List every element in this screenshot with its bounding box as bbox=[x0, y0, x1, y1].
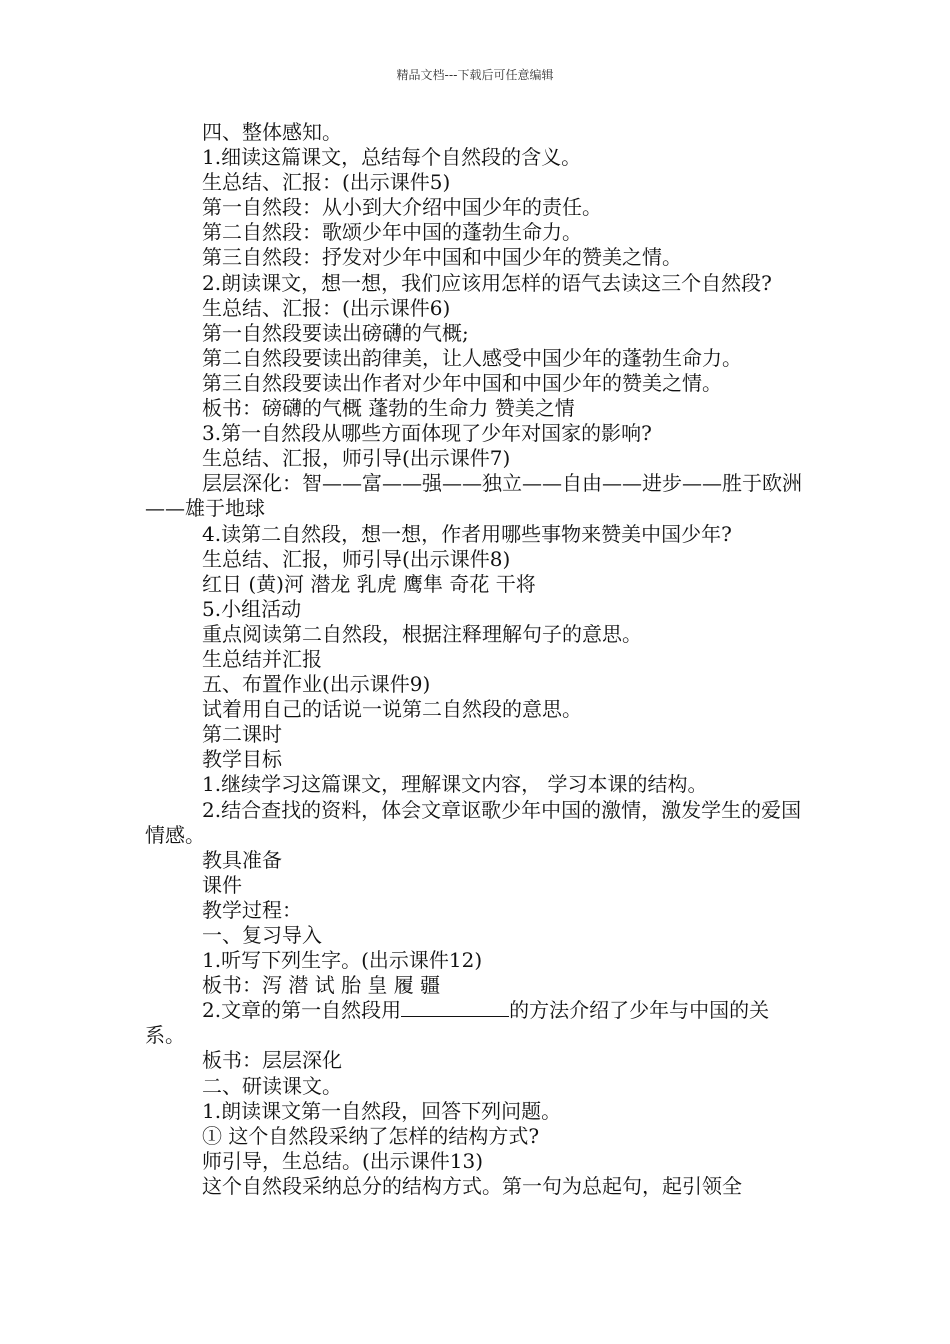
paragraph: 1.继续学习这篇课文，理解课文内容， 学习本课的结构。 bbox=[202, 772, 708, 797]
paragraph: 1.听写下列生字。(出示课件12) bbox=[202, 948, 483, 973]
document-body bbox=[145, 120, 809, 1199]
board-note: 板书：磅礴的气概 蓬勃的生命力 赞美之情 bbox=[202, 396, 575, 421]
section-heading: 五、布置作业(出示课件9) bbox=[202, 672, 431, 697]
paragraph: 生总结、汇报，师引导(出示课件8) bbox=[202, 546, 511, 571]
paragraph: 教学目标 bbox=[202, 747, 282, 772]
paragraph: 生总结并汇报 bbox=[202, 646, 322, 671]
question-text-after: 的方法介绍了少年与中国的关系。 bbox=[145, 998, 770, 1048]
paragraph: 第三自然段要读出作者对少年中国和中国少年的赞美之情。 bbox=[202, 370, 722, 395]
paragraph: 课件 bbox=[202, 872, 242, 897]
question-text-before: 2.文章的第一自然段用 bbox=[202, 998, 402, 1023]
paragraph: 5.小组活动 bbox=[202, 596, 302, 621]
paragraph: 4.读第二自然段，想一想，作者用哪些事物来赞美中国少年? bbox=[202, 521, 732, 546]
paragraph: 这个自然段采纳总分的结构方式。第一句为总起句，起引领全 bbox=[202, 1173, 742, 1198]
paragraph: 第三自然段：抒发对少年中国和中国少年的赞美之情。 bbox=[202, 245, 682, 270]
paragraph: 层层深化：智——富——强——独立——自由——进步——胜于欧洲——雄于地球 bbox=[145, 471, 802, 521]
paragraph: ① 这个自然段采纳了怎样的结构方式? bbox=[202, 1123, 540, 1148]
paragraph: 第二自然段要读出韵律美，让人感受中国少年的蓬勃生命力。 bbox=[202, 345, 742, 370]
paragraph: 3.第一自然段从哪些方面体现了少年对国家的影响? bbox=[202, 421, 652, 446]
paragraph: 第一自然段：从小到大介绍中国少年的责任。 bbox=[202, 195, 602, 220]
paragraph: 生总结、汇报：(出示课件5) bbox=[202, 170, 451, 195]
lesson-heading: 第二课时 bbox=[202, 722, 282, 747]
paragraph: 红日 (黄)河 潜龙 乳虎 鹰隼 奇花 干将 bbox=[202, 571, 536, 596]
board-note: 板书：层层深化 bbox=[202, 1048, 342, 1073]
paragraph: 2.朗读课文，想一想，我们应该用怎样的语气去读这三个自然段? bbox=[202, 270, 772, 295]
paragraph: 1.细读这篇课文，总结每个自然段的含义。 bbox=[202, 145, 582, 170]
paragraph: 1.朗读课文第一自然段，回答下列问题。 bbox=[202, 1098, 562, 1123]
page-header: 精品文档---下载后可任意编辑 bbox=[396, 68, 554, 82]
paragraph: 生总结、汇报，师引导(出示课件7) bbox=[202, 446, 511, 471]
section-heading: 一、复习导入 bbox=[202, 923, 322, 947]
paragraph: 师引导，生总结。(出示课件13) bbox=[202, 1148, 484, 1173]
paragraph: 生总结、汇报：(出示课件6) bbox=[202, 295, 451, 320]
paragraph: 2.结合查找的资料，体会文章讴歌少年中国的激情，激发学生的爱国情感。 bbox=[145, 797, 802, 847]
paragraph: 教具准备 bbox=[202, 847, 282, 872]
section-heading: 二、研读课文。 bbox=[202, 1073, 342, 1098]
section-heading: 四、整体感知。 bbox=[202, 120, 342, 144]
paragraph: 教学过程： bbox=[202, 897, 302, 922]
paragraph: 重点阅读第二自然段，根据注释理解句子的意思。 bbox=[202, 621, 642, 646]
answer-blank bbox=[401, 998, 509, 1017]
paragraph: 第二自然段：歌颂少年中国的蓬勃生命力。 bbox=[202, 220, 582, 245]
paragraph: 试着用自己的话说一说第二自然段的意思。 bbox=[202, 697, 582, 722]
paragraph: 第一自然段要读出磅礴的气概; bbox=[202, 320, 469, 345]
board-note: 板书：泻 潜 试 胎 皇 履 疆 bbox=[202, 973, 441, 998]
fill-blank-question bbox=[145, 998, 809, 1048]
